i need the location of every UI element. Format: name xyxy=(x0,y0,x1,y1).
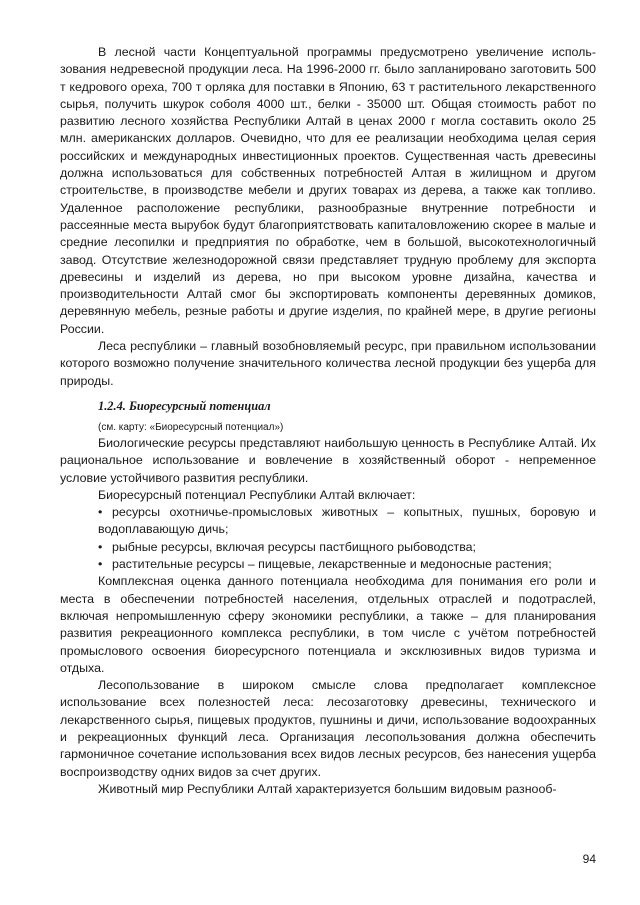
bullet-item xyxy=(60,556,596,573)
bullet-icon: • xyxy=(98,539,103,554)
section-heading: 1.2.4. Биоресурсный потенциал xyxy=(98,398,271,413)
paragraph-forest-resource: Леса республики – главный возобновляемый ресурс, при правильном использовании которого возможно получение значительного количества лесной продукции без ущерба для природы. xyxy=(60,339,596,388)
bullet-text: рыбные ресурсы, включая ресурсы пастбищного рыбоводства; xyxy=(112,539,476,554)
paragraph-bio-potential-intro: Биоресурсный потенциал Республики Алтай включает: xyxy=(98,487,416,502)
bullet-icon: • xyxy=(98,505,103,520)
paragraph-fauna: Животный мир Республики Алтай характеризуется большим видовым разнооб- xyxy=(98,781,557,796)
bullet-item xyxy=(60,539,596,556)
bullet-text: ресурсы охотничье-промысловых животных – копытных, пушных, боровую и водоплавающую дичь; xyxy=(98,505,596,537)
map-reference: (см. карту: «Биоресурсный потенциал») xyxy=(98,421,284,433)
bullet-text: растительные ресурсы – пищевые, лекарственные и медоносные растения; xyxy=(112,557,552,572)
paragraph-forest-program: В лесной части Концептуальной программы предусмотрено увеличение использования недревесной продукции леса. На 1996-2000 гг. было запланировано заготовить 500 т кедрового ореха, 700 т орляка для поставки в Японию, 63 т растительного лекарственного сырья, получить шкурок соболя 4000 шт., белки - 35000 шт. Общая стоимость работ по развитию лесного хозяйства Республики Алтай в ценах 2000 г могла составить около 25 млн. американских долларов. Очевидно, что для ее реализации необходима целая серия российских и международных инвестиционных проектов. Существенная часть древесины должна использоваться для собственных потребностей Алтая в жилищном и другом строительстве, в производстве мебели и других товарах из дерева, а также как топливо. Удаленное расположение республики, разнообразные внутренние потребности и рассеянные места вырубок будут благоприятствовать капиталовложению скорее в малые и средние лесопилки и предприятия по обработке, чем в большой, высокотехнологичный завод. Отсутствие железнодорожной связи представляет трудную проблему для экспорта древесины и изделий из дерева, но при высоком уровне дизайна, качества и производительности Алтай смог бы экспортировать компоненты деревянных домиков, деревянную мебель, резные работы и другие изделия, по крайней мере, в другие регионы России. xyxy=(60,45,596,336)
paragraph-assessment: Комплексная оценка данного потенциала необходима для понимания его роли и места в обеспечении потребностей населения, отдельных отраслей и подотраслей, включая непромышленную сферу экономики республики, а также – для планирования развития рекреационного комплекса республики, в том числе с учётом потребностей промыслового освоения биоресурсного потенциала и эксклюзивных видов туризма и отдыха. xyxy=(60,574,596,675)
document-page xyxy=(60,44,596,798)
bullet-item xyxy=(60,504,596,539)
page-number: 94 xyxy=(582,852,596,866)
paragraph-bio-resources: Биологические ресурсы представляют наибольшую ценность в Республике Алтай. Их рациональное использование и вовлечение в хозяйственный оборот - непременное условие устойчивого развития республики. xyxy=(60,435,596,485)
bullet-icon: • xyxy=(98,557,103,572)
paragraph-forest-use: Лесопользование в широком смысле слова предполагает комплексное использование всех полезностей леса: лесозаготовку древесины, технического и лекарственного сырья, пищевых продуктов, пушнины и дичи, использование водоохранных и рекреационных функций леса. Организация лесопользования должна обеспечить гармоничное сочетание использования всех видов лесных ресурсов, без нанесения ущерба воспроизводству одних видов за счет других. xyxy=(60,678,596,779)
